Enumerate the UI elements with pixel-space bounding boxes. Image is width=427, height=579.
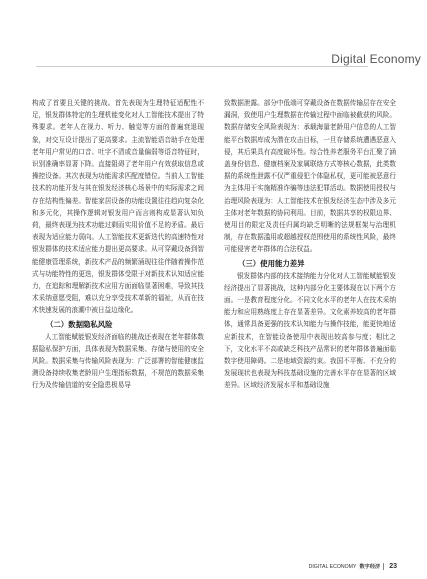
page-number: 23 — [389, 563, 397, 570]
article-body — [32, 97, 396, 547]
paragraph-usability-challenges: 构成了首要且关键的挑战。首先表现为生理特征适配性不足，银发群体特定的生理机能变化对人工智能技术提出了特殊要求。老年人在视力、听力、触觉等方面的普遍衰退现象，对交互设计提出了更高要求。主流智能语音助手在处理老年用户常见的口音、吐字不清或音量偏弱等语音特征时，识别准确率显著下降。直接阻碍了老年用户有效获取信息或操控设备。其次表现为功能需求匹配度错位。当前人工智能技术的功能开发与其在银发经济核心场景中的实际需求之间存在结构性偏差。智能家居设备的功能设置往往趋向复杂化和多元化，其操作逻辑对银发用户而言则构成显著认知负荷，最终表现为技术功能过剩而实用价值不足的矛盾。最后表现为适应能力弱向。人工智能技术更新迭代的高速特性对银发群体的技术适应能力提出更高要求。从可穿戴设备到智能健康管理系统，新技术产品的频繁涌现往往伴随着操作范式与功能特性的更迭，银发群体受限于对新技术认知适应能力，在追踪和理解新技术应用方面面临显著困难，导致其技术采纳意愿受阻，难以充分享受技术革新的福祉，从而在技术快速发展的浪潮中被日益边缘化。 — [32, 99, 204, 315]
section-title: Digital Economy — [331, 52, 421, 66]
journal-name-cn: 数字经济 — [359, 564, 381, 570]
page-footer — [309, 563, 397, 570]
paragraph-usage-ability: 银发群体内部的技术接纳能力分化对人工智能赋能银发经济提出了显著挑战，这种内部分化主要体现在以下两个方面。一是教育程度分化。不同文化水平的老年人在技术采纳能力和应用熟练度上存在显著差异。文化素养较高的老年群体，通常具备更强的技术认知能力与操作技能，能更快地适应新技术，在智能设备使用中表现出较高参与度；相比之下，文化水平不高或缺乏科技产品常识的老年群体普遍面临数字使用障碍。二是地域资源约束。我国不平衡、不充分的发展现状也表现为科技基础设施的完善水平存在显著的区域差异。区域经济发展水平和基础设施 — [224, 271, 396, 390]
paragraph-data-privacy-continued: 致数据泄露。部分中低端可穿戴设备在数据传输层存在安全漏洞，致使用户生理数据在传输过程中面临被截获的风险。数据存储安全风险表现为：承载海量老龄用户信息的人工智能平台数据库成为潜在攻击目标，一旦存储系统遭遇恶意入侵，其后果具有高度破坏性。综合性养老服务平台汇聚了涵盖身份信息、健康档案及家属联络方式等核心数据，此类数据的系统性泄露不仅严重侵犯个体隐私权，更可能被恶意行为主体用于实施精准诈骗等违法犯罪活动。数据使用授权与治理风险表现为：人工智能技术在银发经济生态中涉及多元主体对老年数据的协同利用。目前，数据共享的权限边界、使用目的限定及责任归属均缺乏明晰的法规框架与治理机制，存在数据滥用或超越授权范围使用的系统性风险，最终可能侵害老年群体的合法权益。 — [224, 99, 396, 254]
heading-usage-ability: （三）使用能力差异 — [238, 258, 305, 268]
right-column — [224, 97, 396, 547]
journal-name-en: DIGITAL ECONOMY — [308, 563, 357, 570]
footer-divider — [383, 563, 384, 570]
paragraph-data-privacy: 人工智能赋能银发经济面临的挑战还表现在老年群体数据隐私保护方面，具体表现为数据采集、存储与使用的安全风险。数据采集与传输风险表现为：广泛部署的智能健康监测设备持续收集老龄用户生理指标数据，不规范的数据采集行为及传输信道的安全隐患极易导 — [32, 332, 204, 390]
header-rule — [36, 66, 368, 67]
heading-data-privacy: （二）数据隐私风险 — [46, 319, 113, 329]
page-header — [0, 0, 427, 70]
left-column — [32, 97, 204, 547]
